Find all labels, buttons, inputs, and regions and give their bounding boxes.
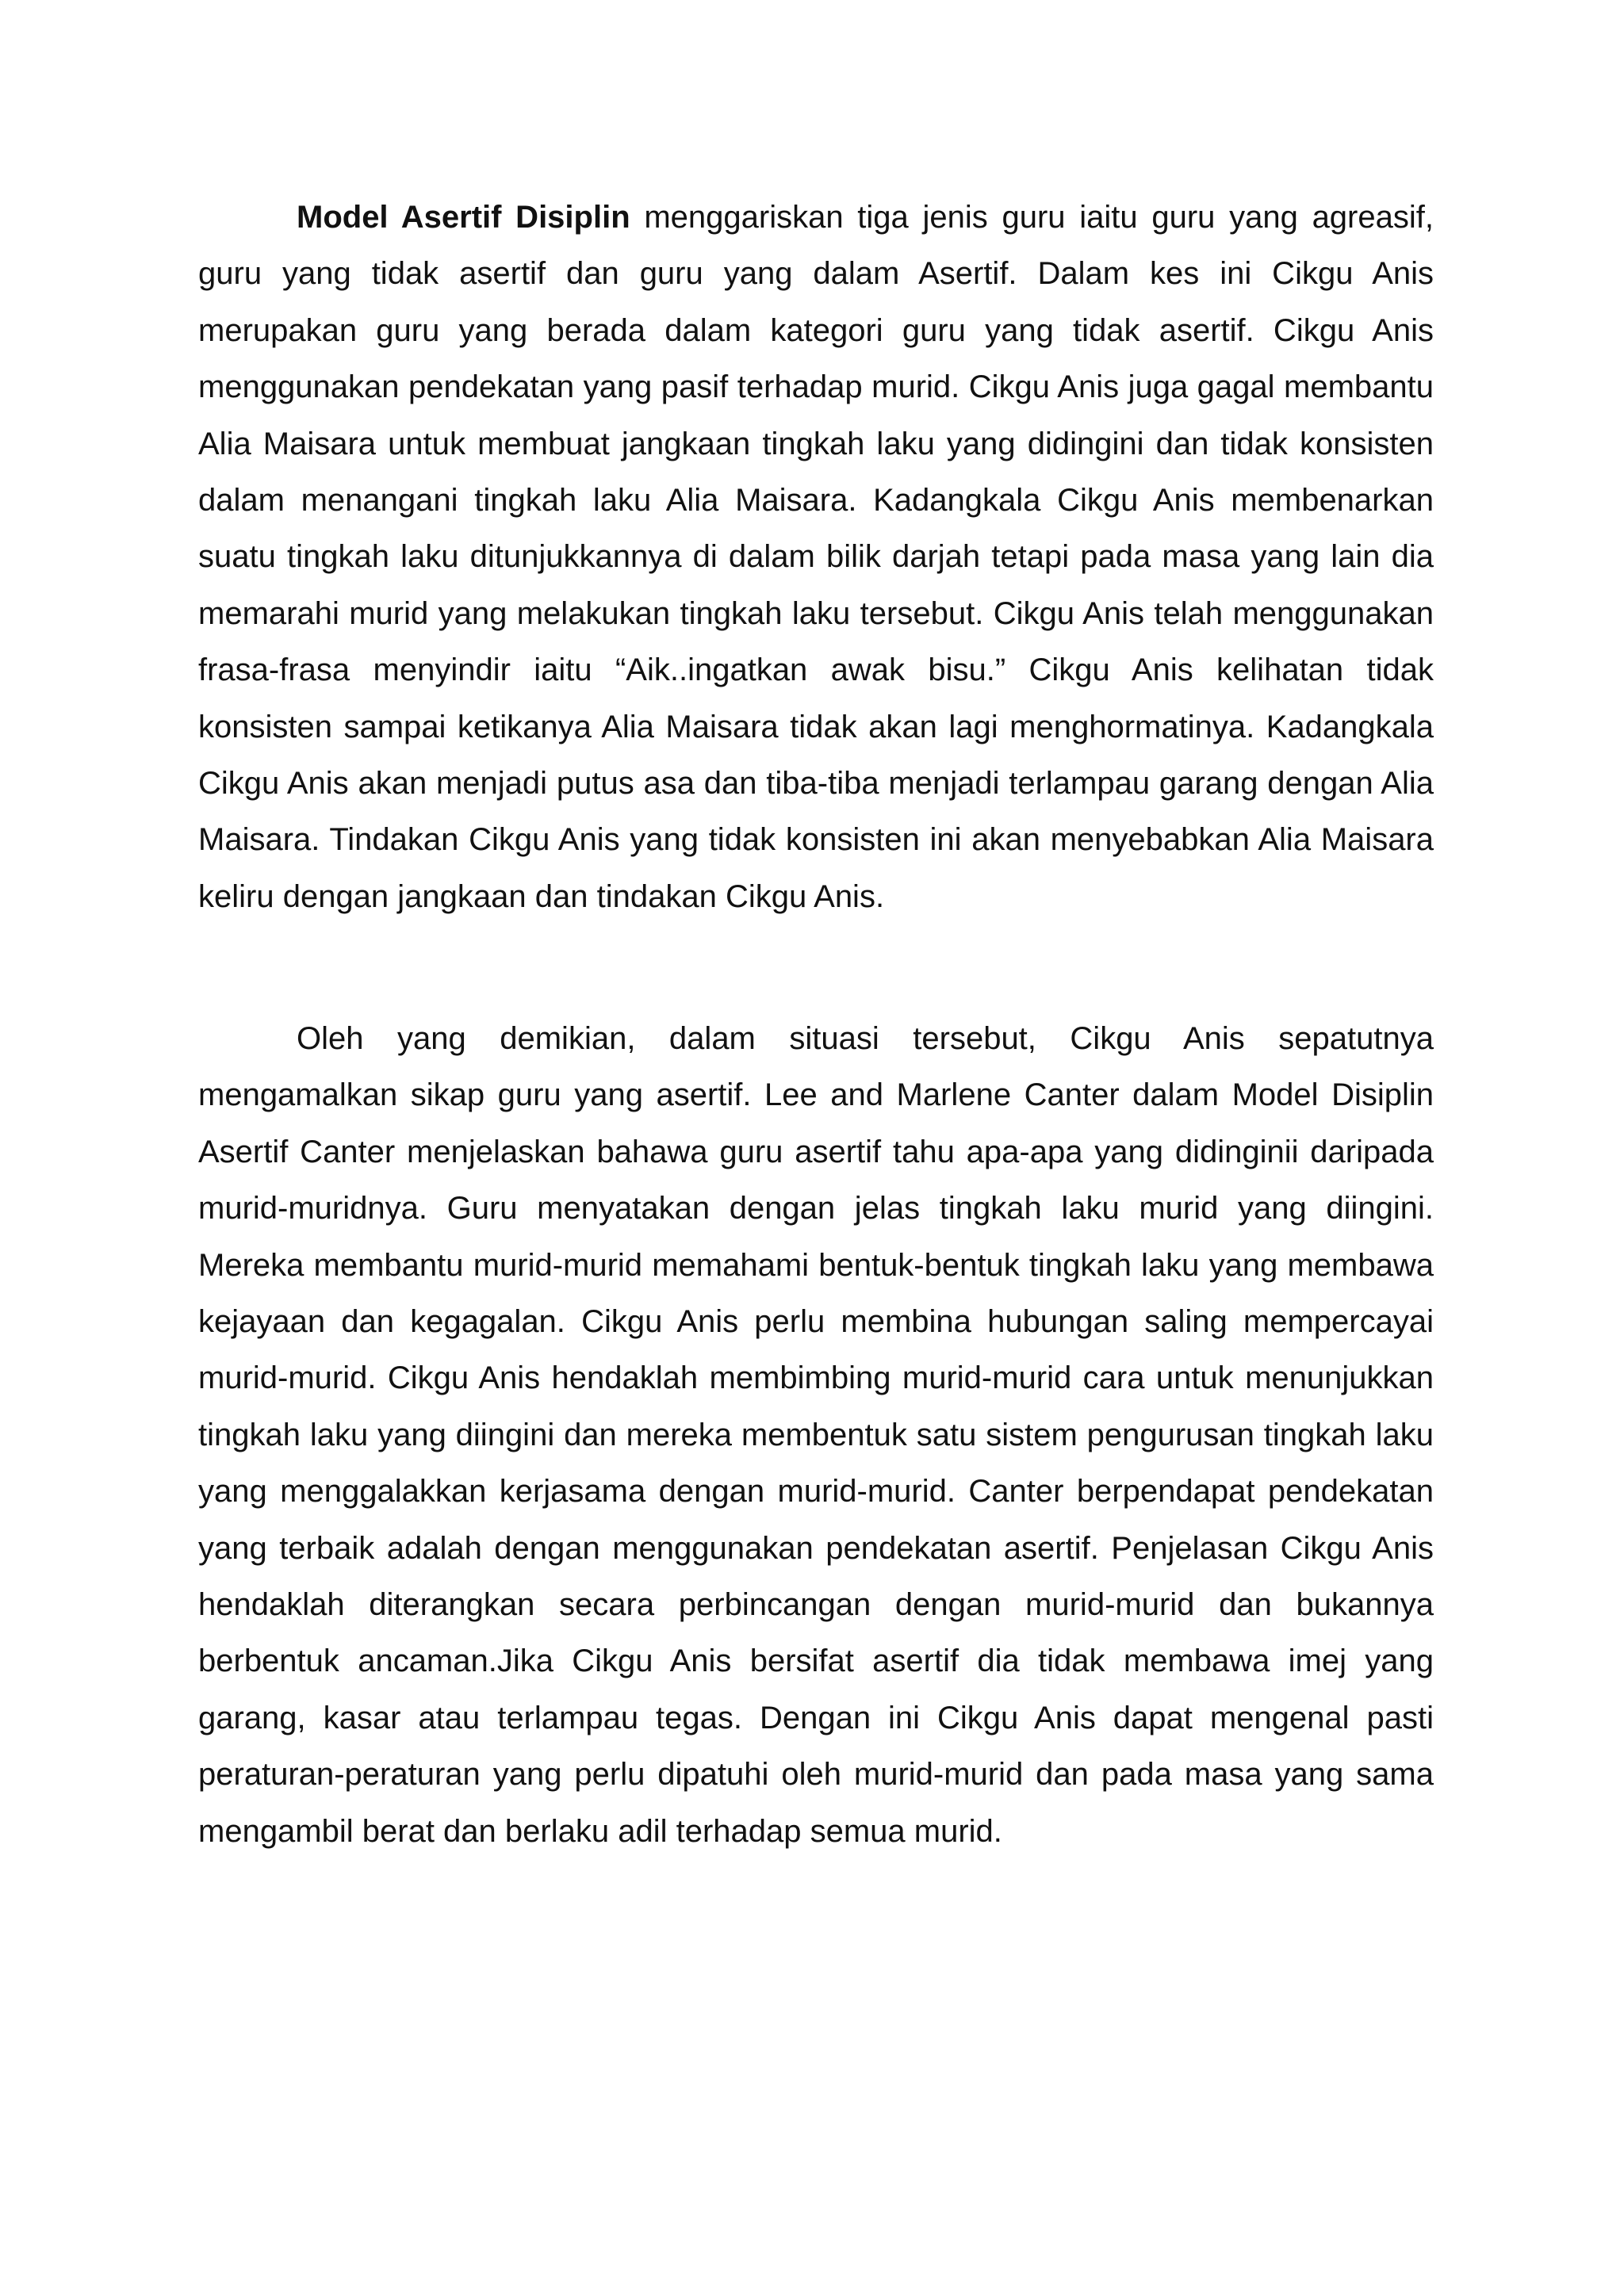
- paragraph-model-asertif: [198, 189, 1434, 925]
- paragraph-canter-asertif: [198, 1011, 1434, 1860]
- paragraph-body: Oleh yang demikian, dalam situasi tersebut, Cikgu Anis sepatutnya mengamalkan sikap guru yang asertif. Lee and Marlene Canter dalam Model Disiplin Asertif Canter menjelaskan bahawa guru asertif tahu apa-apa yang didinginii daripada murid-muridnya. Guru menyatakan dengan jelas tingkah laku murid yang diingini. Mereka membantu murid-murid memahami bentuk-bentuk tingkah laku yang membawa kejayaan dan kegagalan. Cikgu Anis perlu membina hubungan saling mempercayai murid-murid. Cikgu Anis hendaklah membimbing murid-murid cara untuk menunjukkan tingkah laku yang diingini dan mereka membentuk satu sistem pengurusan tingkah laku yang menggalakkan kerjasama dengan murid-murid. Canter berpendapat pendekatan yang terbaik adalah dengan menggunakan pendekatan asertif. Penjelasan Cikgu Anis hendaklah diterangkan secara perbincangan dengan murid-murid dan bukannya berbentuk ancaman.Jika Cikgu Anis bersifat asertif dia tidak membawa imej yang garang, kasar atau terlampau tegas. Dengan ini Cikgu Anis dapat mengenal pasti peraturan-peraturan yang perlu dipatuhi oleh murid-murid dan pada masa yang sama mengambil berat dan berlaku adil terhadap semua murid.: [198, 1021, 1434, 1849]
- paragraph-lead-bold: Model Asertif Disiplin: [297, 200, 630, 235]
- paragraph-body: menggariskan tiga jenis guru iaitu guru yang agreasif, guru yang tidak asertif dan guru yang dalam Asertif. Dalam kes ini Cikgu Anis merupakan guru yang berada dalam kategori guru yang tidak asertif. Cikgu Anis menggunakan pendekatan yang pasif terhadap murid. Cikgu Anis juga gagal membantu Alia Maisara untuk membuat jangkaan tingkah laku yang didingini dan tidak konsisten dalam menangani tingkah laku Alia Maisara. Kadangkala Cikgu Anis membenarkan suatu tingkah laku ditunjukkannya di dalam bilik darjah tetapi pada masa yang lain dia memarahi murid yang melakukan tingkah laku tersebut. Cikgu Anis telah menggunakan frasa-frasa menyindir iaitu “Aik..ingatkan awak bisu.” Cikgu Anis kelihatan tidak konsisten sampai ketikanya Alia Maisara tidak akan lagi menghormatinya. Kadangkala Cikgu Anis akan menjadi putus asa dan tiba-tiba menjadi terlampau garang dengan Alia Maisara. Tindakan Cikgu Anis yang tidak konsisten ini akan menyebabkan Alia Maisara keliru dengan jangkaan dan tindakan Cikgu Anis.: [198, 200, 1434, 914]
